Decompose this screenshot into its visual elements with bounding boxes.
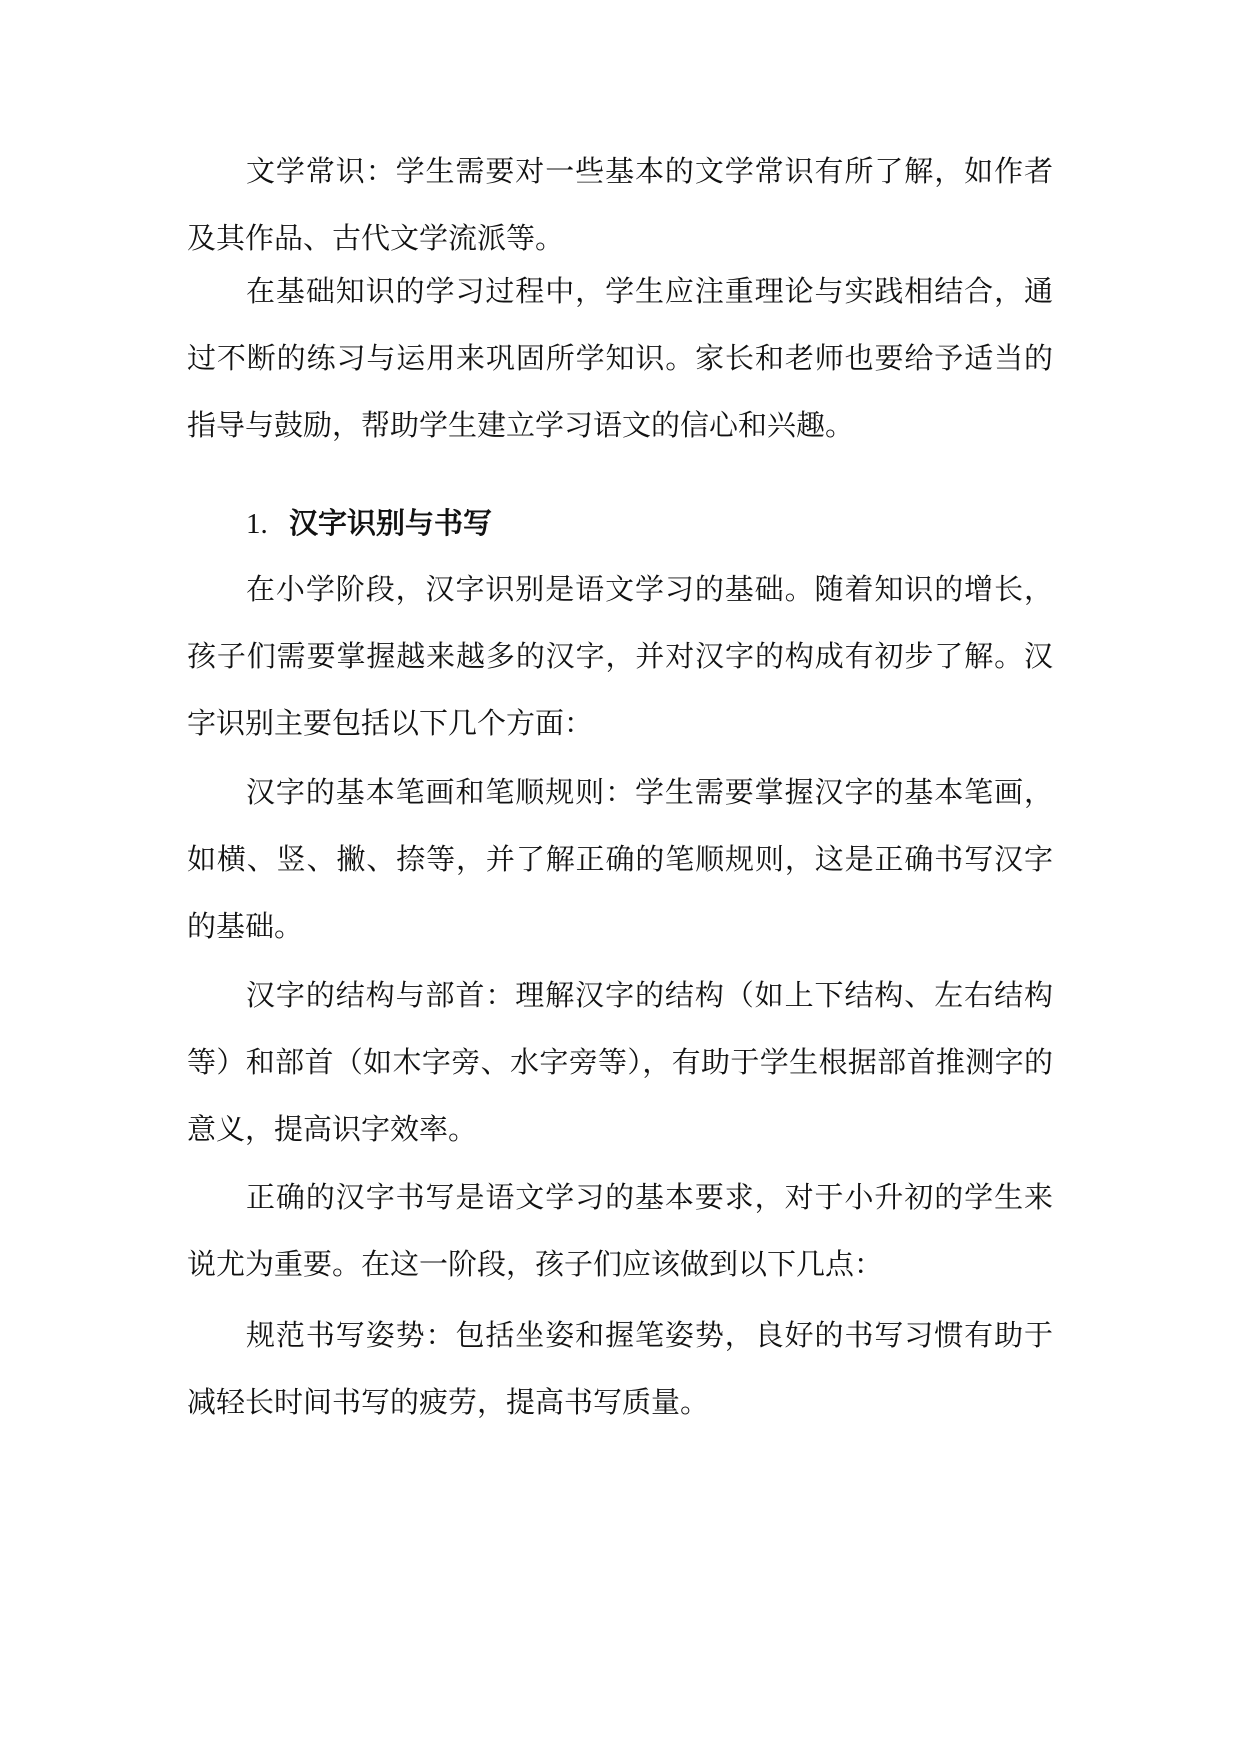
section-number: 1. [246,508,268,540]
paragraph-writing-posture: 规范书写姿势：包括坐姿和握笔姿势，良好的书写习惯有助于减轻长时间书写的疲劳，提高书写质量。 [187,1318,1053,1419]
paragraph-basic-knowledge-learning: 在基础知识的学习过程中，学生应注重理论与实践相结合，通过不断的练习与运用来巩固所学知识。家长和老师也要给予适当的指导与鼓励，帮助学生建立学习语文的信心和兴趣。 [187,274,1053,442]
paragraph-correct-writing: 正确的汉字书写是语文学习的基本要求，对于小升初的学生来说尤为重要。在这一阶段，孩子们应该做到以下几点： [187,1180,1053,1281]
section-heading [246,503,1053,544]
section-title: 汉字识别与书写 [289,506,493,540]
paragraph-literary-knowledge: 文学常识：学生需要对一些基本的文学常识有所了解，如作者及其作品、古代文学流派等。 [187,154,1053,255]
paragraph-character-recognition: 在小学阶段，汉字识别是语文学习的基础。随着知识的增长，孩子们需要掌握越来越多的汉字，并对汉字的构成有初步了解。汉字识别主要包括以下几个方面： [187,572,1053,740]
paragraph-structure-and-radicals: 汉字的结构与部首：理解汉字的结构（如上下结构、左右结构等）和部首（如木字旁、水字旁等），有助于学生根据部首推测字的意义，提高识字效率。 [187,978,1053,1146]
paragraph-strokes-and-order: 汉字的基本笔画和笔顺规则：学生需要掌握汉字的基本笔画，如横、竖、撇、捺等，并了解正确的笔顺规则，这是正确书写汉字的基础。 [187,775,1053,943]
